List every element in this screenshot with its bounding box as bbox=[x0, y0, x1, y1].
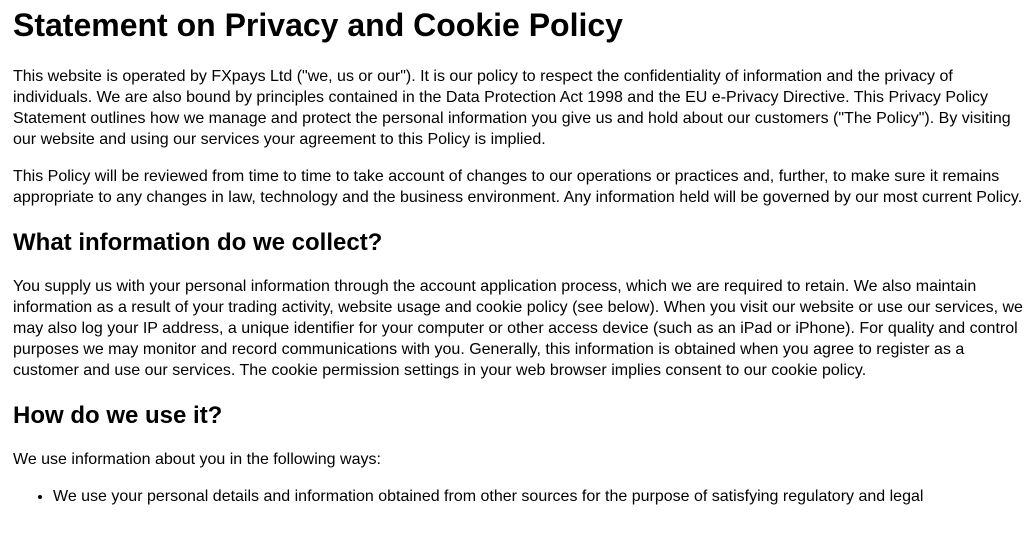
usage-list bbox=[13, 486, 1024, 507]
page-title: Statement on Privacy and Cookie Policy bbox=[13, 7, 623, 43]
intro-paragraph-1: This website is operated by FXpays Ltd ("we, us or our"). It is our policy to respect the confidentiality of information and the privacy of individuals. We are also bound by principles contained in the Data Protection Act 1998 and the EU e-Privacy Directive. This Privacy Policy Statement outlines how we manage and protect the personal information you give us and hold about our customers ("The Policy"). By visiting our website and using our services your agreement to this Policy is implied. bbox=[13, 68, 1011, 148]
section-heading-collect: What information do we collect? bbox=[13, 229, 383, 256]
section-paragraph-collect: You supply us with your personal information through the account application process, which we are required to retain. We also maintain information as a result of your trading activity, website usage and cookie policy (see below). When you visit our website or use our services, we may also log your IP address, a unique identifier for your computer or other access device (such as an iPad or iPhone). For quality and control purposes we may monitor and record communications with you. Generally, this information is obtained when you agree to register as a customer and use our services. The cookie permission settings in your web browser implies consent to our cookie policy. bbox=[13, 278, 1023, 379]
intro-paragraph-2: This Policy will be reviewed from time to time to take account of changes to our operations or practices and, further, to make sure it remains appropriate to any changes in law, technology and the business environment. Any information held will be governed by our most current Policy. bbox=[13, 168, 1023, 206]
list-item: • We use your personal details and information obtained from other sources for the purpose of satisfying regulatory and legal bbox=[53, 486, 1024, 507]
section-heading-use: How do we use it? bbox=[13, 402, 223, 429]
section-paragraph-use: We use information about you in the following ways: bbox=[13, 451, 381, 468]
